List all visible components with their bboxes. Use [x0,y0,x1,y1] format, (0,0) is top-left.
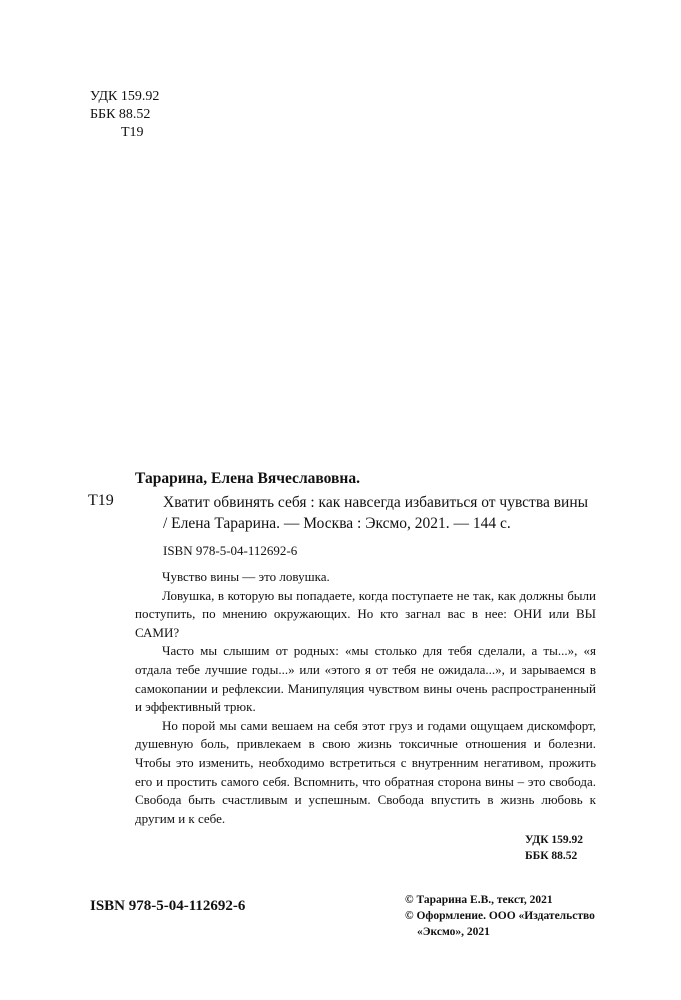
author-name: Тарарина, Елена Вячеславовна. [135,470,360,487]
isbn-record: ISBN 978-5-04-112692-6 [163,543,298,558]
annotation [135,568,596,828]
classification-codes-right [525,832,583,864]
annotation-paragraph: Но порой мы сами вешаем на себя этот груз и годами ощущаем дискомфорт, душевную боль, привлекаем в свою жизнь токсичные отношения и болезни. Чтобы это изменить, необходимо встретиться с внутренним негативом, прожить его и простить самого себя. Вспомнить, что обратная сторона вины – это свобода. Свобода быть счастливым и успешным. Свобода впустить в жизнь любовь к другим и к себе. [135,717,596,826]
annotation-paragraph: Чувство вины — это ловушка. [162,569,330,584]
annotation-paragraph: Ловушка, в которую вы попадаете, когда поступаете не так, как должны были поступить, по мнению окружающих. Но кто загнал вас в нее: ОНИ или ВЫ САМИ? [135,587,596,640]
isbn-bottom: ISBN 978-5-04-112692-6 [90,898,246,914]
copyright-line: © Тарарина Е.В., текст, 2021 [405,894,553,906]
copyright-line: © Оформление. ООО «Издательство [405,910,595,922]
annotation-paragraph: Часто мы слышим от родных: «мы столько для тебя сделали, а ты...», «я отдала тебе лучшие годы...» или «этого я от тебя не ожидала...», и зарываемся в самокопании и рефлексии. Манипуляция чувством вины очень распространенный и эффективный трюк. [135,643,596,715]
udk-code: УДК 159.92 [90,89,160,104]
classification-codes-top [90,88,159,142]
copyright-notice [405,892,595,940]
copyright-line: «Эксмо», 2021 [417,926,490,938]
title-statement: Хватит обвинять себя : как навсегда избавиться от чувства вины / Елена Тарарина. — Москва : Эксмо, 2021. — 144 с. [163,494,589,532]
author-mark: Т19 [121,125,144,140]
udk-code: УДК 159.92 [525,834,584,846]
bbk-code: ББК 88.52 [525,850,578,862]
author-mark-record: Т19 [88,492,114,509]
bbk-code: ББК 88.52 [90,107,151,122]
